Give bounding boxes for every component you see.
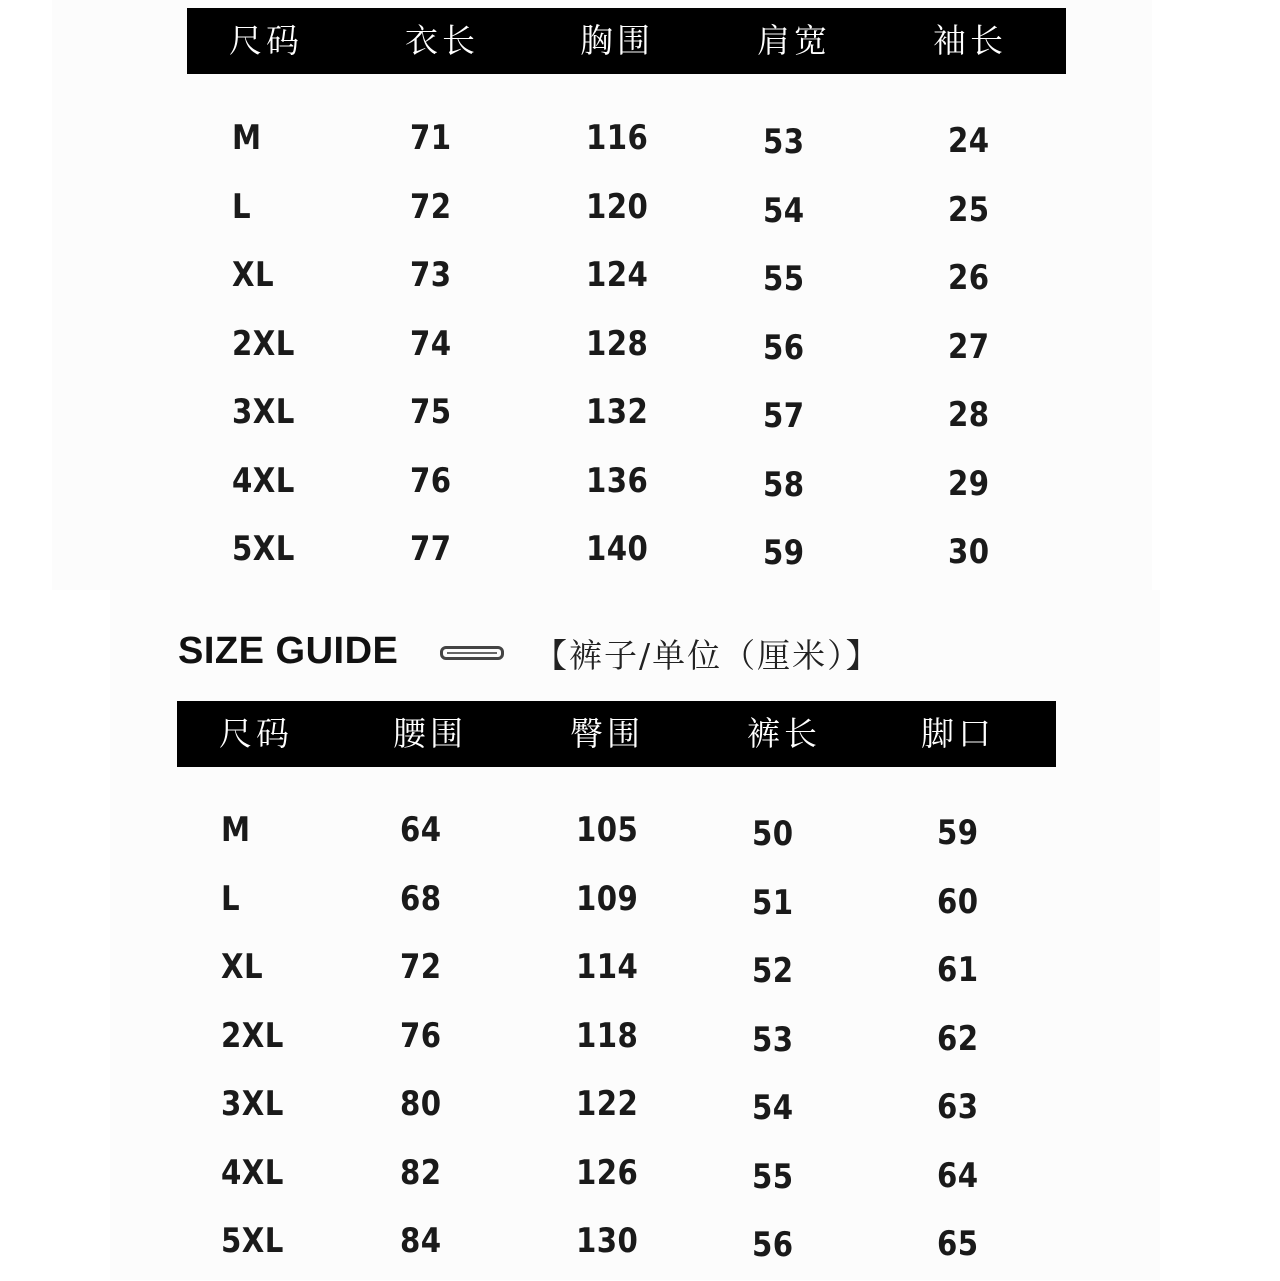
cell-size: XL [221, 947, 264, 987]
cell-sleeve: 28 [948, 395, 990, 435]
cell-waist: 84 [400, 1221, 442, 1261]
header-hip: 臀围 [570, 714, 644, 754]
cell-chest: 120 [586, 186, 649, 227]
cell-shoulder: 54 [763, 190, 805, 231]
table-row [0, 1084, 1280, 1144]
table-row [0, 1221, 1280, 1281]
cell-leg-opening: 63 [937, 1087, 979, 1127]
cell-chest: 136 [586, 460, 649, 501]
cell-leg-opening: 61 [937, 950, 979, 990]
cell-hip: 105 [576, 810, 639, 850]
table-row [0, 529, 1280, 589]
cell-hip: 122 [576, 1084, 639, 1124]
size-guide-note: 【裤子/单位（厘米）】 [534, 636, 881, 675]
cell-shoulder: 53 [763, 122, 805, 162]
cell-length: 73 [410, 255, 452, 295]
cell-size: M [232, 118, 262, 158]
cell-waist: 76 [400, 1015, 442, 1056]
header-size: 尺码 [229, 21, 303, 61]
cell-sleeve: 25 [948, 189, 990, 230]
cell-shoulder: 57 [763, 396, 805, 436]
cell-sleeve: 26 [948, 258, 990, 298]
cell-waist: 64 [400, 810, 442, 850]
cell-chest: 132 [586, 392, 649, 432]
table-row [0, 187, 1280, 247]
cell-pant-length: 55 [752, 1156, 794, 1197]
header-pant-length: 裤长 [747, 714, 821, 754]
cell-chest: 116 [586, 118, 649, 158]
cell-pant-length: 51 [752, 882, 794, 923]
cell-leg-opening: 59 [937, 813, 979, 853]
cell-size: 3XL [221, 1084, 284, 1124]
cell-shoulder: 55 [763, 259, 805, 299]
cell-shoulder: 56 [763, 327, 805, 368]
cell-length: 71 [410, 118, 452, 158]
header-leg-opening: 脚口 [921, 714, 995, 754]
cell-waist: 72 [400, 947, 442, 987]
cell-pant-length: 50 [752, 814, 794, 854]
cell-size: XL [232, 255, 275, 295]
cell-size: L [232, 186, 252, 227]
table-row [0, 947, 1280, 1007]
cell-pant-length: 53 [752, 1019, 794, 1060]
cell-sleeve: 24 [948, 121, 990, 161]
bottom-table-header [177, 701, 1056, 767]
cell-size: 2XL [221, 1015, 284, 1056]
header-shoulder: 肩宽 [757, 21, 831, 61]
table-row [0, 1016, 1280, 1076]
table-row [0, 879, 1280, 939]
cell-waist: 82 [400, 1152, 442, 1193]
cell-chest: 124 [586, 255, 649, 295]
cell-waist: 68 [400, 878, 442, 919]
table-row [0, 118, 1280, 178]
table-row [0, 461, 1280, 521]
cell-leg-opening: 62 [937, 1018, 979, 1059]
cell-pant-length: 54 [752, 1088, 794, 1128]
cell-size: 5XL [232, 529, 295, 569]
cell-hip: 126 [576, 1152, 639, 1193]
table-row [0, 810, 1280, 870]
header-length: 衣长 [405, 21, 479, 61]
cell-pant-length: 56 [752, 1225, 794, 1265]
cell-chest: 128 [586, 323, 649, 364]
cell-leg-opening: 64 [937, 1155, 979, 1196]
cell-size: L [221, 878, 241, 919]
cell-length: 75 [410, 392, 452, 432]
cell-hip: 114 [576, 947, 639, 987]
arrow-icon [440, 646, 504, 660]
cell-sleeve: 29 [948, 463, 990, 504]
top-table-header [187, 8, 1066, 74]
cell-leg-opening: 60 [937, 881, 979, 922]
cell-waist: 80 [400, 1084, 442, 1124]
cell-size: M [221, 810, 251, 850]
cell-shoulder: 59 [763, 533, 805, 573]
cell-sleeve: 27 [948, 326, 990, 367]
cell-chest: 140 [586, 529, 649, 569]
cell-leg-opening: 65 [937, 1224, 979, 1264]
header-chest: 胸围 [580, 21, 654, 61]
table-row [0, 392, 1280, 452]
table-row [0, 255, 1280, 315]
cell-size: 2XL [232, 323, 295, 364]
cell-length: 77 [410, 529, 452, 569]
cell-hip: 109 [576, 878, 639, 919]
cell-size: 5XL [221, 1221, 284, 1261]
size-guide-title: SIZE GUIDE [178, 630, 399, 672]
cell-hip: 118 [576, 1015, 639, 1056]
cell-hip: 130 [576, 1221, 639, 1261]
cell-size: 4XL [221, 1152, 284, 1193]
table-row [0, 1153, 1280, 1213]
cell-length: 74 [410, 323, 452, 364]
cell-size: 3XL [232, 392, 295, 432]
cell-pant-length: 52 [752, 951, 794, 991]
header-size: 尺码 [219, 714, 293, 754]
header-waist: 腰围 [393, 714, 467, 754]
cell-sleeve: 30 [948, 532, 990, 572]
table-row [0, 324, 1280, 384]
cell-length: 76 [410, 460, 452, 501]
header-sleeve: 袖长 [933, 21, 1007, 61]
cell-length: 72 [410, 186, 452, 227]
cell-shoulder: 58 [763, 464, 805, 505]
cell-size: 4XL [232, 460, 295, 501]
